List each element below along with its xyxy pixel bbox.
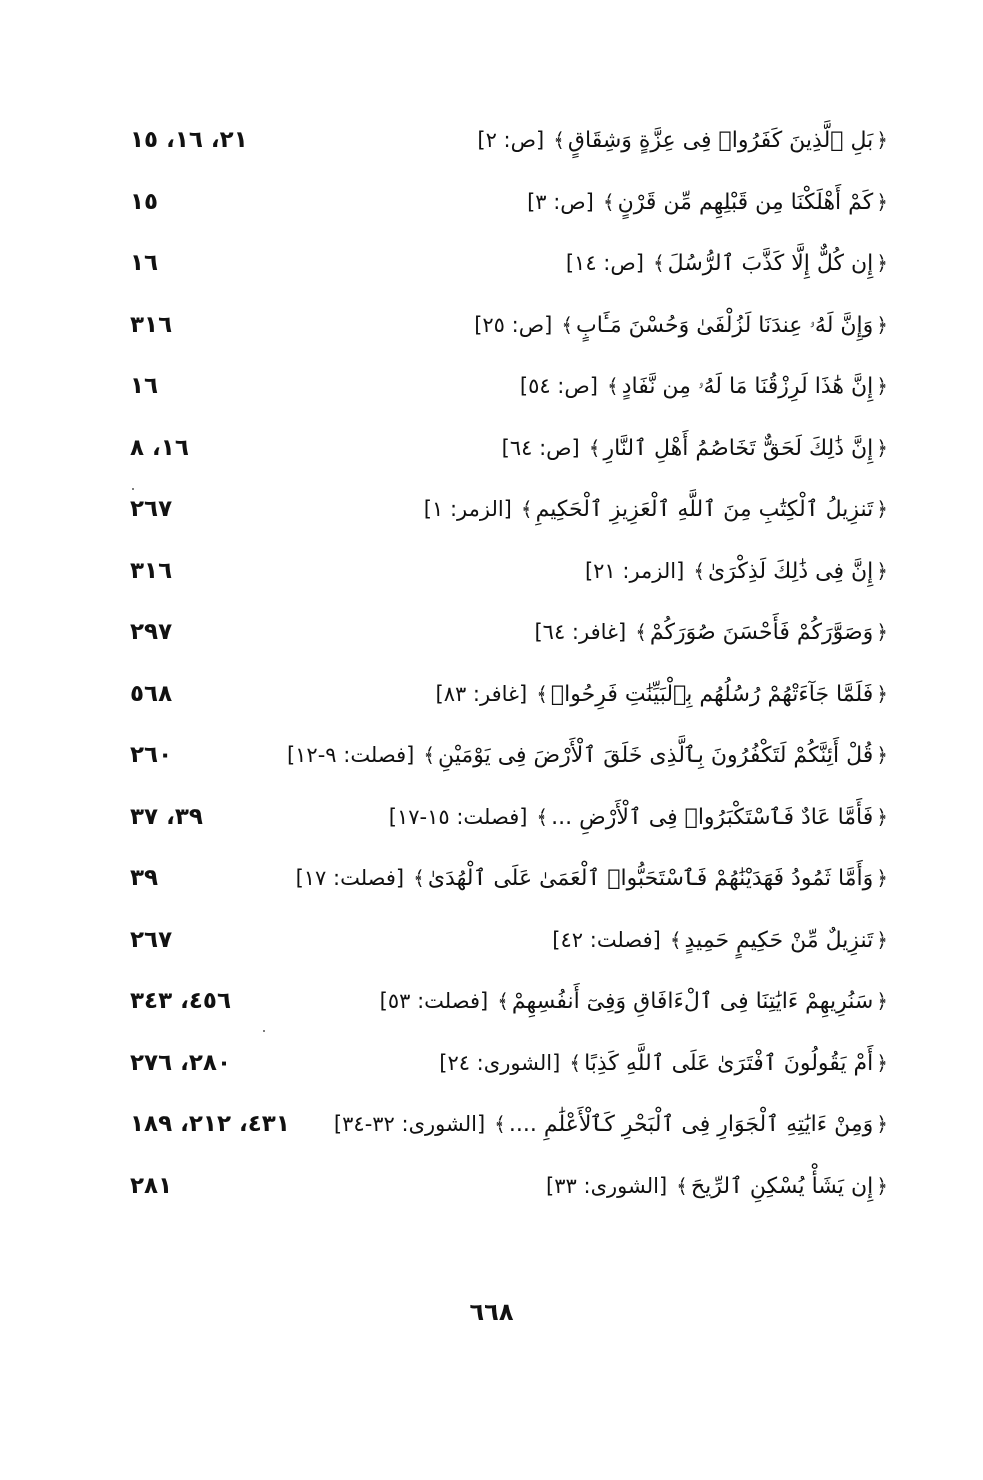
ornate-bracket-open: ﴿ (876, 251, 888, 275)
ornate-bracket-open: ﴿ (876, 989, 888, 1013)
page-references: ٣٩ (130, 865, 159, 891)
ornate-bracket-open: ﴿ (876, 189, 888, 214)
verse-text: إِن يَشَأْ يُسْكِنِ ٱلرِّيحَ (690, 1173, 874, 1199)
page-references: ٢٦٠ (130, 742, 173, 768)
surah-reference: [ص: ٢٥] (474, 312, 553, 337)
verse-text: كَمْ أَهْلَكْنَا مِن قَبْلِهِم مِّن قَرْنٍ (617, 189, 874, 215)
ornate-bracket-open: ﴿ (876, 804, 888, 829)
verse-text: إِنَّ ذَٰلِكَ لَحَقٌّ تَخَاصُمُ أَهْلِ ٱلنَّارِ (603, 435, 874, 461)
surah-reference: [غافر: ٦٤] (534, 620, 627, 644)
verse-entry (424, 491, 891, 528)
index-row (0, 172, 983, 234)
ornate-bracket-close: ﴾ (669, 927, 682, 952)
verse-text: أَمْ يَقُولُونَ ٱفْتَرَىٰ عَلَى ٱللَّهِ كَذِبًا (584, 1050, 874, 1076)
verse-text: قُلْ أَئِنَّكُمْ لَتَكْفُرُونَ بِٱلَّذِى خَلَقَ ٱلْأَرْضَ فِى يَوْمَيْنِ (438, 743, 874, 768)
verse-entry (435, 676, 891, 713)
verse-text: وَصَوَّرَكُمْ فَأَحْسَنَ صُوَرَكُمْ (649, 620, 874, 645)
verse-text: بَلِ ٱلَّذِينَ كَفَرُوا۟ فِى عِزَّةٍ وَشِقَاقٍ (567, 128, 874, 153)
surah-reference: [ص: ٦٤] (501, 435, 580, 460)
ornate-bracket-open: ﴿ (876, 1112, 888, 1136)
scan-speck (263, 1030, 265, 1032)
index-row (0, 295, 983, 357)
index-row (0, 664, 983, 726)
ornate-bracket-open: ﴿ (876, 312, 888, 337)
ornate-bracket-close: ﴾ (635, 620, 647, 644)
page-references: ١٦، ٨ (130, 434, 189, 461)
ornate-bracket-open: ﴿ (876, 927, 888, 952)
surah-reference: [ص: ١٤] (565, 251, 644, 275)
verse-text: إِنَّ فِى ذَٰلِكَ لَذِكْرَىٰ (708, 558, 874, 584)
verse-entry (474, 307, 891, 344)
surah-reference: [فصلت: ٤٢] (552, 927, 661, 952)
verse-text: وَمِنْ ءَايَٰتِهِ ٱلْجَوَارِ فِى ٱلْبَحْرِ كَٱلْأَعْلَٰمِ .... (508, 1112, 874, 1137)
verse-entry (380, 983, 891, 1020)
verse-index-list (0, 110, 983, 1217)
ornate-bracket-open: ﴿ (876, 374, 888, 398)
ornate-bracket-close: ﴾ (494, 1112, 506, 1136)
scan-speck (132, 488, 134, 490)
page-references: ٥٦٨ (130, 680, 173, 707)
surah-reference: [الشورى: ٣٣] (546, 1173, 668, 1198)
ornate-bracket-close: ﴾ (561, 312, 574, 337)
ornate-bracket-open: ﴿ (876, 866, 888, 890)
ornate-bracket-open: ﴿ (876, 620, 888, 644)
surah-reference: [فصلت: ١٧] (295, 866, 405, 890)
ornate-bracket-open: ﴿ (876, 497, 888, 521)
page-references: ٤٥٦، ٣٤٣ (130, 988, 231, 1014)
ornate-bracket-open: ﴿ (876, 681, 888, 706)
ornate-bracket-close: ﴾ (652, 251, 665, 275)
surah-reference: [ص: ٣] (527, 189, 594, 214)
page-references: ١٦ (130, 250, 159, 276)
ornate-bracket-close: ﴾ (588, 435, 601, 460)
ornate-bracket-close: ﴾ (423, 743, 436, 767)
ornate-bracket-close: ﴾ (520, 497, 533, 521)
index-row (0, 479, 983, 541)
verse-entry (520, 368, 891, 405)
surah-reference: [فصلت: ٩-١٢] (286, 743, 415, 767)
surah-reference: [ص: ٥٤] (519, 374, 598, 398)
ornate-bracket-open: ﴿ (876, 1173, 888, 1198)
page-references: ٢١، ١٦، ١٥ (130, 127, 248, 153)
verse-entry (477, 122, 891, 159)
index-row (0, 1156, 983, 1218)
ornate-bracket-close: ﴾ (553, 128, 565, 152)
index-row (0, 971, 983, 1033)
ornate-bracket-close: ﴾ (536, 804, 549, 829)
index-row (0, 541, 983, 603)
ornate-bracket-open: ﴿ (876, 1050, 888, 1075)
surah-reference: [الزمر: ٢١] (584, 558, 685, 583)
verse-entry (534, 614, 891, 651)
ornate-bracket-open: ﴿ (876, 743, 888, 767)
surah-reference: [غافر: ٨٣] (435, 681, 528, 706)
page-references: ٢٨١ (130, 1172, 173, 1199)
ornate-bracket-close: ﴾ (569, 1050, 582, 1075)
verse-entry (585, 553, 891, 590)
verse-entry (566, 245, 891, 282)
verse-text: فَلَمَّا جَآءَتْهُمْ رُسُلُهُم بِٱلْبَيِّنَٰتِ فَرِحُوا۟ (550, 681, 874, 707)
page-references: ١٥ (130, 188, 159, 215)
ornate-bracket-close: ﴾ (676, 1173, 688, 1198)
ornate-bracket-close: ﴾ (413, 866, 425, 890)
page-references: ٢٩٧ (130, 619, 173, 645)
verse-entry (502, 430, 891, 467)
ornate-bracket-open: ﴿ (876, 558, 888, 583)
index-row (0, 910, 983, 972)
verse-entry (439, 1045, 891, 1082)
ornate-bracket-open: ﴿ (876, 435, 888, 460)
index-row (0, 602, 983, 664)
ornate-bracket-close: ﴾ (606, 374, 619, 398)
verse-entry (287, 737, 891, 774)
index-row (0, 418, 983, 480)
verse-text: تَنزِيلٌ مِّنْ حَكِيمٍ حَمِيدٍ (684, 927, 874, 953)
page-number: ٦٦٨ (469, 1298, 514, 1326)
surah-reference: [الشورى: ٢٤] (439, 1050, 561, 1075)
ornate-bracket-close: ﴾ (602, 189, 615, 214)
surah-reference: [فصلت: ١٥-١٧] (388, 804, 528, 829)
index-row (0, 1094, 983, 1156)
verse-text: تَنزِيلُ ٱلْكِتَٰبِ مِنَ ٱللَّهِ ٱلْعَزِيزِ ٱلْحَكِيمِ (535, 497, 874, 522)
page-references: ٣١٦ (130, 557, 173, 584)
ornate-bracket-close: ﴾ (693, 558, 706, 583)
verse-entry (546, 1168, 891, 1205)
surah-reference: [الزمر: ١] (423, 497, 512, 521)
index-row (0, 787, 983, 849)
index-row (0, 110, 983, 172)
index-row (0, 1033, 983, 1095)
verse-text: وَأَمَّا ثَمُودُ فَهَدَيْنَٰهُمْ فَٱسْتَحَبُّوا۟ ٱلْعَمَىٰ عَلَى ٱلْهُدَىٰ (427, 866, 874, 891)
index-row (0, 356, 983, 418)
verse-text: إِن كُلٌّ إِلَّا كَذَّبَ ٱلرُّسُلَ (667, 251, 874, 276)
index-row (0, 725, 983, 787)
verse-entry (296, 860, 891, 897)
index-row (0, 848, 983, 910)
page-references: ٣٩، ٣٧ (130, 803, 203, 830)
verse-text: إِنَّ هَٰذَا لَرِزْقُنَا مَا لَهُۥ مِن نَّفَادٍ (621, 374, 874, 399)
page-references: ٢٦٧ (130, 926, 173, 953)
ornate-bracket-open: ﴿ (876, 128, 888, 152)
index-row (0, 233, 983, 295)
page-references: ٤٣١، ٢١٢، ١٨٩ (130, 1111, 290, 1137)
page-references: ٢٦٧ (130, 496, 173, 522)
ornate-bracket-close: ﴾ (536, 681, 548, 706)
page-references: ٣١٦ (130, 311, 173, 338)
surah-reference: [ص: ٢] (477, 128, 545, 152)
verse-entry (527, 184, 891, 221)
surah-reference: [الشورى: ٣٢-٣٤] (333, 1112, 486, 1136)
page-references: ٢٨٠، ٢٧٦ (130, 1049, 231, 1076)
verse-entry (334, 1106, 891, 1143)
surah-reference: [فصلت: ٥٣] (379, 989, 489, 1013)
verse-text: وَإِنَّ لَهُۥ عِندَنَا لَزُلْفَىٰ وَحُسْنَ مَـَٔابٍ (576, 312, 874, 338)
verse-entry (552, 922, 891, 959)
ornate-bracket-close: ﴾ (497, 989, 509, 1013)
verse-entry (389, 799, 891, 836)
verse-text: فَأَمَّا عَادٌ فَٱسْتَكْبَرُوا۟ فِى ٱلْأَرْضِ ... (551, 804, 874, 830)
page-references: ١٦ (130, 373, 159, 399)
verse-text: سَنُرِيهِمْ ءَايَٰتِنَا فِى ٱلْءَافَاقِ وَفِىٓ أَنفُسِهِمْ (511, 989, 874, 1014)
